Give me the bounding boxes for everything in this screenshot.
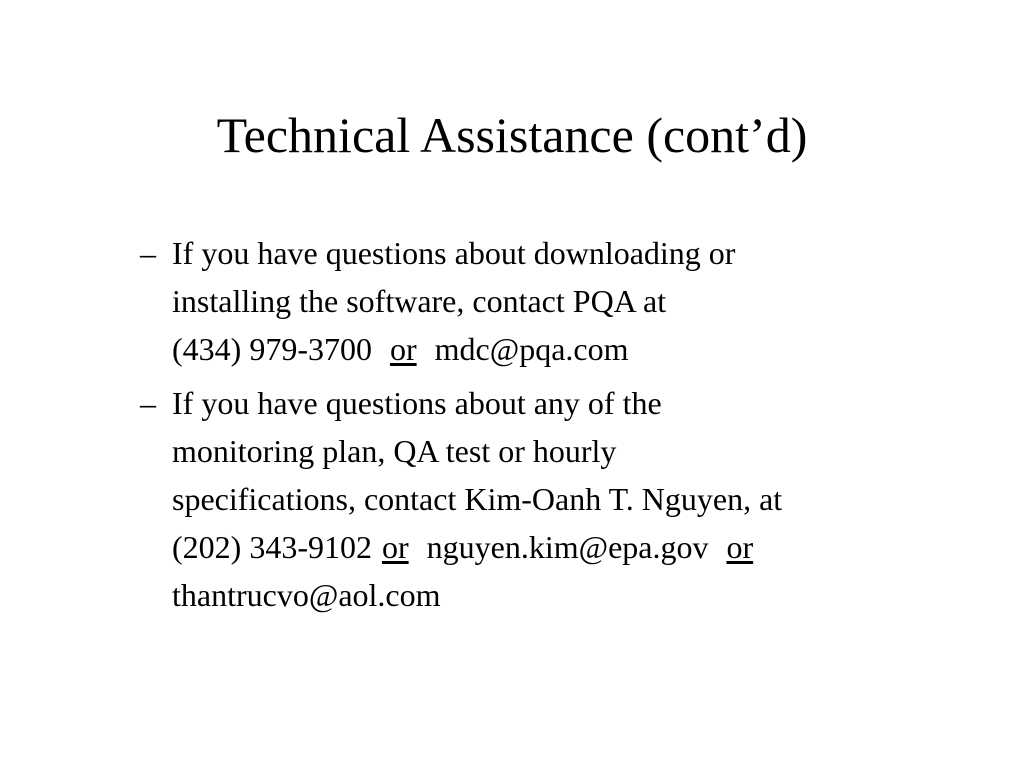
bullet-item-software (140, 229, 960, 373)
contact-line-pqa (172, 325, 960, 373)
bullet-line: If you have questions about any of the (172, 385, 662, 421)
email-address: mdc@pqa.com (434, 331, 629, 367)
bullet-line: installing the software, contact PQA at (172, 283, 667, 319)
bullet-list (140, 229, 960, 625)
bullet-dash: – (140, 385, 156, 421)
bullet-line: specifications, contact Kim-Oanh T. Nguyen, at (172, 481, 783, 517)
bullet-item-monitoring (140, 379, 960, 619)
bullet-dash: – (140, 235, 156, 271)
phone-number: (434) 979-3700 (172, 331, 372, 367)
contact-line-epa (172, 523, 960, 571)
slide-title: Technical Assistance (cont’d) (216, 107, 808, 163)
bullet-line: If you have questions about downloading or (172, 235, 736, 271)
or-separator: or (389, 331, 417, 367)
or-separator: or (381, 529, 409, 565)
bullet-line: monitoring plan, QA test or hourly (172, 433, 617, 469)
or-separator: or (726, 529, 754, 565)
email-address: nguyen.kim@epa.gov (426, 529, 709, 565)
phone-number: (202) 343-9102 (172, 529, 372, 565)
email-address: thantrucvo@aol.com (172, 577, 441, 613)
